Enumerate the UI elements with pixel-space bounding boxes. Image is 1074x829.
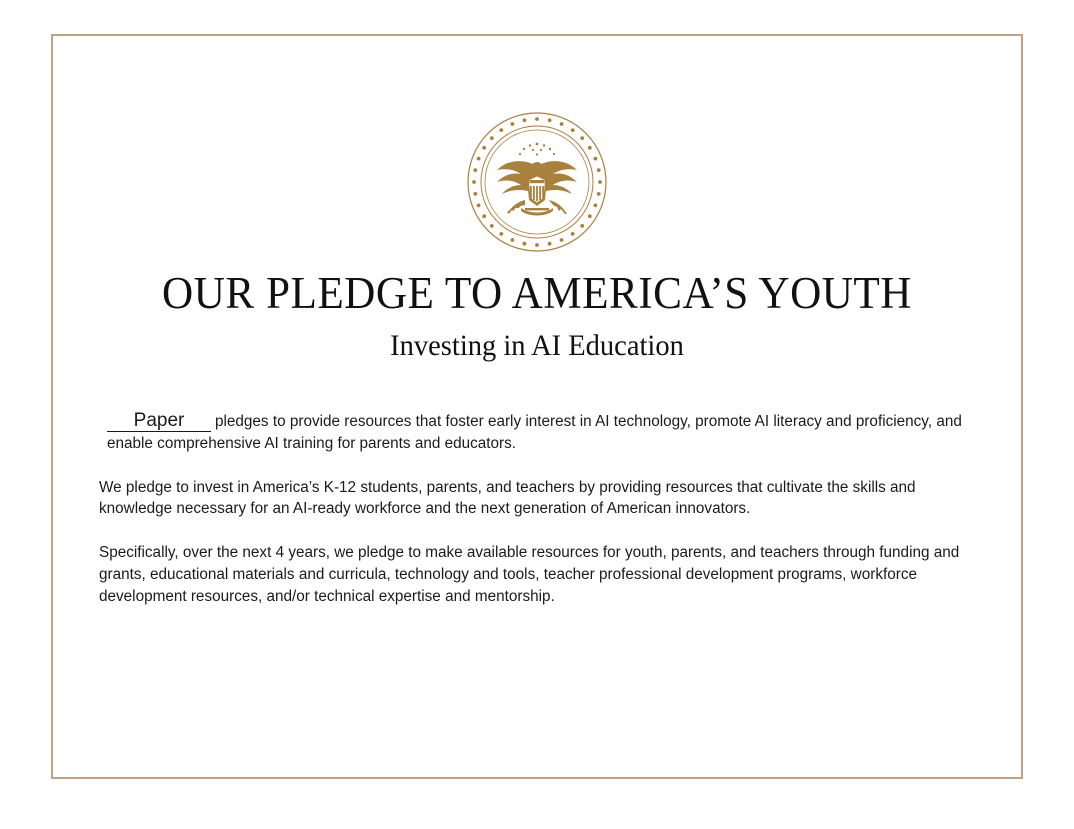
paragraph-pledge-intro-text: pledges to provide resources that foster early interest in AI technology, promote AI literacy and proficiency, and enable comprehensive AI training for parents and educators. <box>107 413 962 452</box>
document-body <box>99 411 975 607</box>
paragraph-pledge-investment: We pledge to invest in America’s K-12 students, parents, and teachers by providing resources that cultivate the skills and knowledge necessary for an AI-ready workforce and the next generation of American innovators. <box>99 478 916 518</box>
presidential-seal-icon <box>463 108 611 256</box>
paragraph-pledge-intro <box>99 411 975 454</box>
pledge-document-page <box>51 34 1023 779</box>
signer-name-field[interactable]: Paper <box>107 411 211 432</box>
document-title: OUR PLEDGE TO AMERICA’S YOUTH <box>162 268 912 318</box>
paragraph-pledge-specifics: Specifically, over the next 4 years, we pledge to make available resources for youth, parents, and teachers through funding and grants, educational materials and curricula, technology and tools, teacher professional development programs, workforce development resources, and/or technical expertise and mentorship. <box>99 544 960 605</box>
document-subtitle: Investing in AI Education <box>390 329 684 363</box>
seal-container <box>53 108 1021 256</box>
